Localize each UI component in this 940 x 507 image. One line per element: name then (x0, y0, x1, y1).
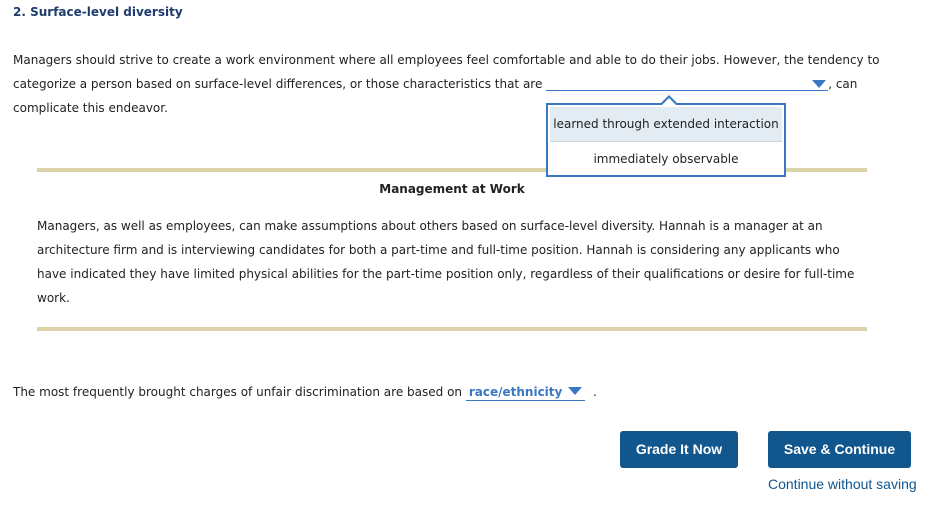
dropdown-options-list (546, 103, 786, 177)
selected-value[interactable]: race/ethnicity (468, 385, 563, 399)
grade-it-now-button[interactable]: Grade It Now (620, 431, 738, 468)
intro-text-after: , can complicate this endeavor. (13, 77, 858, 115)
divider-bottom (37, 327, 867, 331)
characteristics-dropdown[interactable] (546, 76, 828, 91)
save-continue-button[interactable]: Save & Continue (768, 431, 911, 468)
intro-text-before: Managers should strive to create a work environment where all employees feel comfortable and able to do their jobs. However, the tendency to categorize a person based on surface-level differences, or those characteristics that are (13, 53, 880, 91)
question-paragraph (13, 380, 893, 404)
question-text-before: The most frequently brought charges of unfair discrimination are based on (13, 385, 463, 399)
section-title: 2. Surface-level diversity (13, 5, 183, 19)
discrimination-basis-dropdown[interactable] (466, 384, 586, 401)
case-heading: Management at Work (379, 182, 525, 196)
dropdown-option-learned[interactable]: learned through extended interaction (550, 107, 782, 142)
dropdown-option-observable[interactable]: immediately observable (593, 152, 739, 166)
chevron-down-icon[interactable] (812, 80, 826, 88)
question-text-after: . (593, 385, 597, 399)
case-body: Managers, as well as employees, can make assumptions about others based on surface-level diversity. Hannah is a manager at an architecture firm and is interviewing candidates for both a part-time and full-time position. Hannah is considering any applicants who have indicated they have limited physical abilities for the part-time position only, regardless of their qualifications or desire for full-time work. (37, 219, 855, 305)
chevron-down-icon[interactable] (568, 387, 582, 395)
continue-without-saving-link[interactable]: Continue without saving (768, 476, 917, 492)
